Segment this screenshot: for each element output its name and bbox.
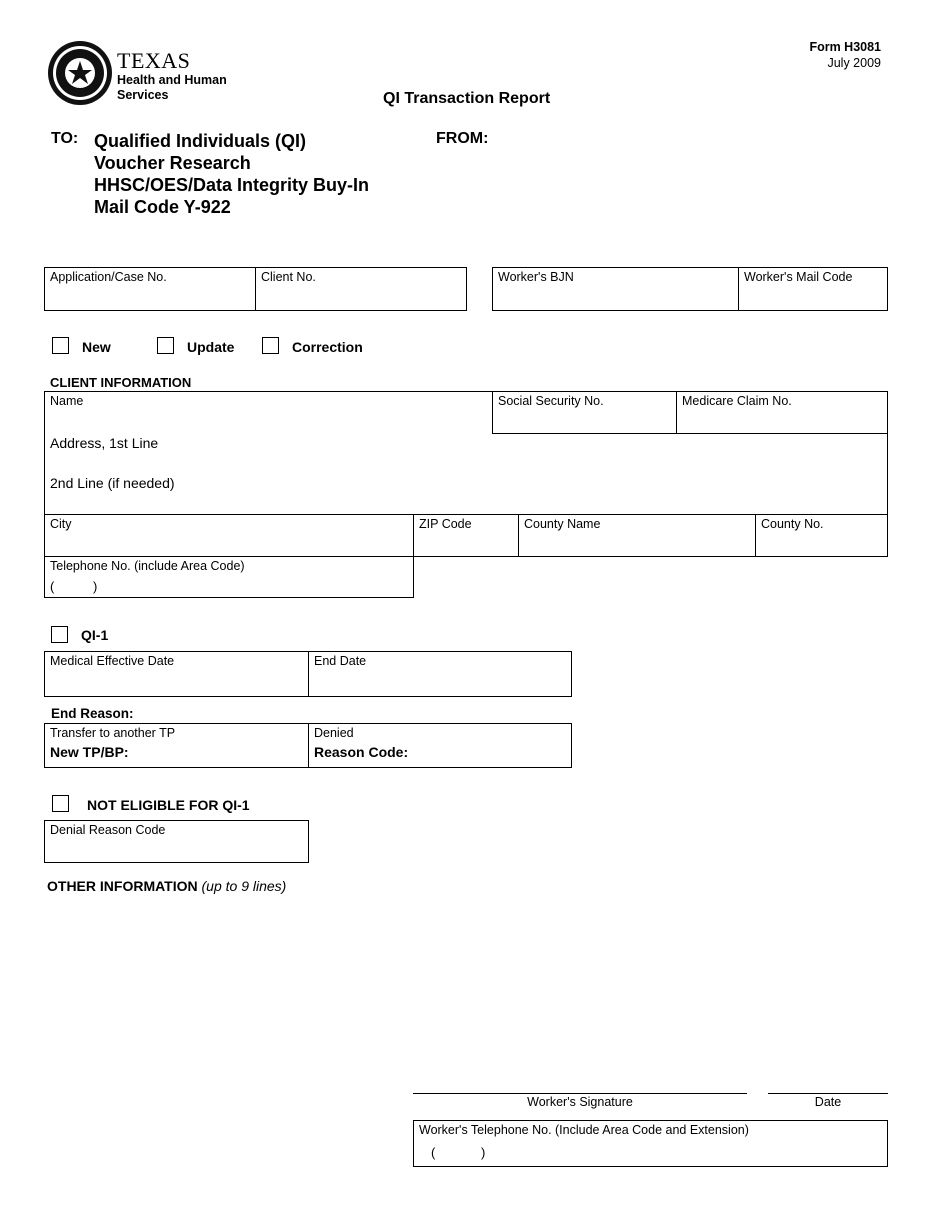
client-name-label: Name [50,394,84,408]
ssn-field[interactable] [492,392,676,433]
texas-seal-icon [47,40,113,106]
city-field[interactable] [44,515,413,556]
not-eligible-checkbox[interactable] [52,795,69,812]
med-eff-date-label: Medical Effective Date [50,654,175,668]
end-date-field[interactable] [308,652,572,696]
client-phone-label-cell [44,557,414,577]
qi1-label: QI-1 [81,627,109,643]
worker-phone-label-cell [413,1121,888,1141]
denial-reason-code-cell [44,821,309,841]
date-line[interactable] [768,1093,888,1094]
logo-line1: Health and Human [117,73,227,87]
page-title: QI Transaction Report [383,90,551,107]
new-checkbox[interactable] [52,337,69,354]
correction-checkbox[interactable] [262,337,279,354]
zip-field[interactable] [413,515,518,556]
to-line-1: Qualified Individuals (QI) [94,131,307,151]
client-no-field[interactable] [255,268,467,310]
client-name-field[interactable] [44,392,492,433]
client-phone-open: ( [50,579,55,594]
hhs-logo [47,40,227,108]
client-info-heading: CLIENT INFORMATION [50,375,192,390]
worker-bjn-field[interactable] [492,268,738,310]
other-info-note: (up to 9 lines) [201,878,287,894]
form-number: Form H3081 [809,40,881,54]
form-date: July 2009 [827,56,881,70]
county-name-label: County Name [524,517,601,531]
client-phone-label: Telephone No. (include Area Code) [50,559,245,573]
date-label: Date [814,1095,842,1109]
not-eligible-label: NOT ELIGIBLE FOR QI-1 [87,797,250,813]
to-line-4: Mail Code Y-922 [94,197,231,217]
from-label: FROM: [436,130,489,147]
medicare-claim-label: Medicare Claim No. [682,394,792,408]
med-eff-date-field[interactable] [44,652,308,696]
worker-phone-open: ( [431,1145,436,1160]
transfer-field[interactable] [44,724,308,767]
app-case-no-field[interactable] [44,268,255,310]
worker-phone-label: Worker's Telephone No. (Include Area Code and Extension) [419,1123,749,1137]
other-info-heading [47,878,286,894]
reason-code-label: Reason Code: [314,744,409,760]
logo-line2: Services [117,88,169,102]
worker-signature-label: Worker's Signature [527,1095,633,1109]
to-address [94,130,369,218]
address-line1-field[interactable] [44,433,888,473]
address-line1-label: Address, 1st Line [50,435,159,451]
zip-label: ZIP Code [419,517,472,531]
to-line-2: Voucher Research [94,153,251,173]
new-label: New [82,339,111,355]
client-no-label: Client No. [261,270,316,284]
county-no-field[interactable] [755,515,888,556]
app-case-no-label: Application/Case No. [50,270,167,284]
transfer-label: Transfer to another TP [50,726,176,740]
worker-mail-code-label: Worker's Mail Code [744,270,853,284]
worker-phone-close: ) [481,1145,486,1160]
county-name-field[interactable] [518,515,755,556]
correction-label: Correction [292,339,363,355]
address-line2-field[interactable] [44,473,888,513]
other-info-area[interactable] [44,898,888,1078]
to-line-3: HHSC/OES/Data Integrity Buy-In [94,175,370,195]
denied-field[interactable] [308,724,572,767]
update-checkbox[interactable] [157,337,174,354]
city-label: City [50,517,72,531]
update-label: Update [187,339,235,355]
worker-signature-line[interactable] [413,1093,747,1094]
ssn-label: Social Security No. [498,394,604,408]
address-line2-label: 2nd Line (if needed) [50,475,175,491]
end-reason-heading: End Reason: [51,706,134,721]
denial-reason-code-label: Denial Reason Code [50,823,166,837]
worker-bjn-label: Worker's BJN [498,270,574,284]
qi1-checkbox[interactable] [51,626,68,643]
worker-mail-code-field[interactable] [738,268,888,310]
logo-brand: TEXAS [117,48,191,73]
client-phone-close: ) [93,579,98,594]
to-label: TO: [51,130,79,147]
county-no-label: County No. [761,517,824,531]
other-info-title: OTHER INFORMATION [47,878,198,894]
medicare-claim-field[interactable] [676,392,888,433]
denied-label: Denied [314,726,354,740]
end-date-label: End Date [314,654,367,668]
new-tpbp-label: New TP/BP: [50,744,129,760]
